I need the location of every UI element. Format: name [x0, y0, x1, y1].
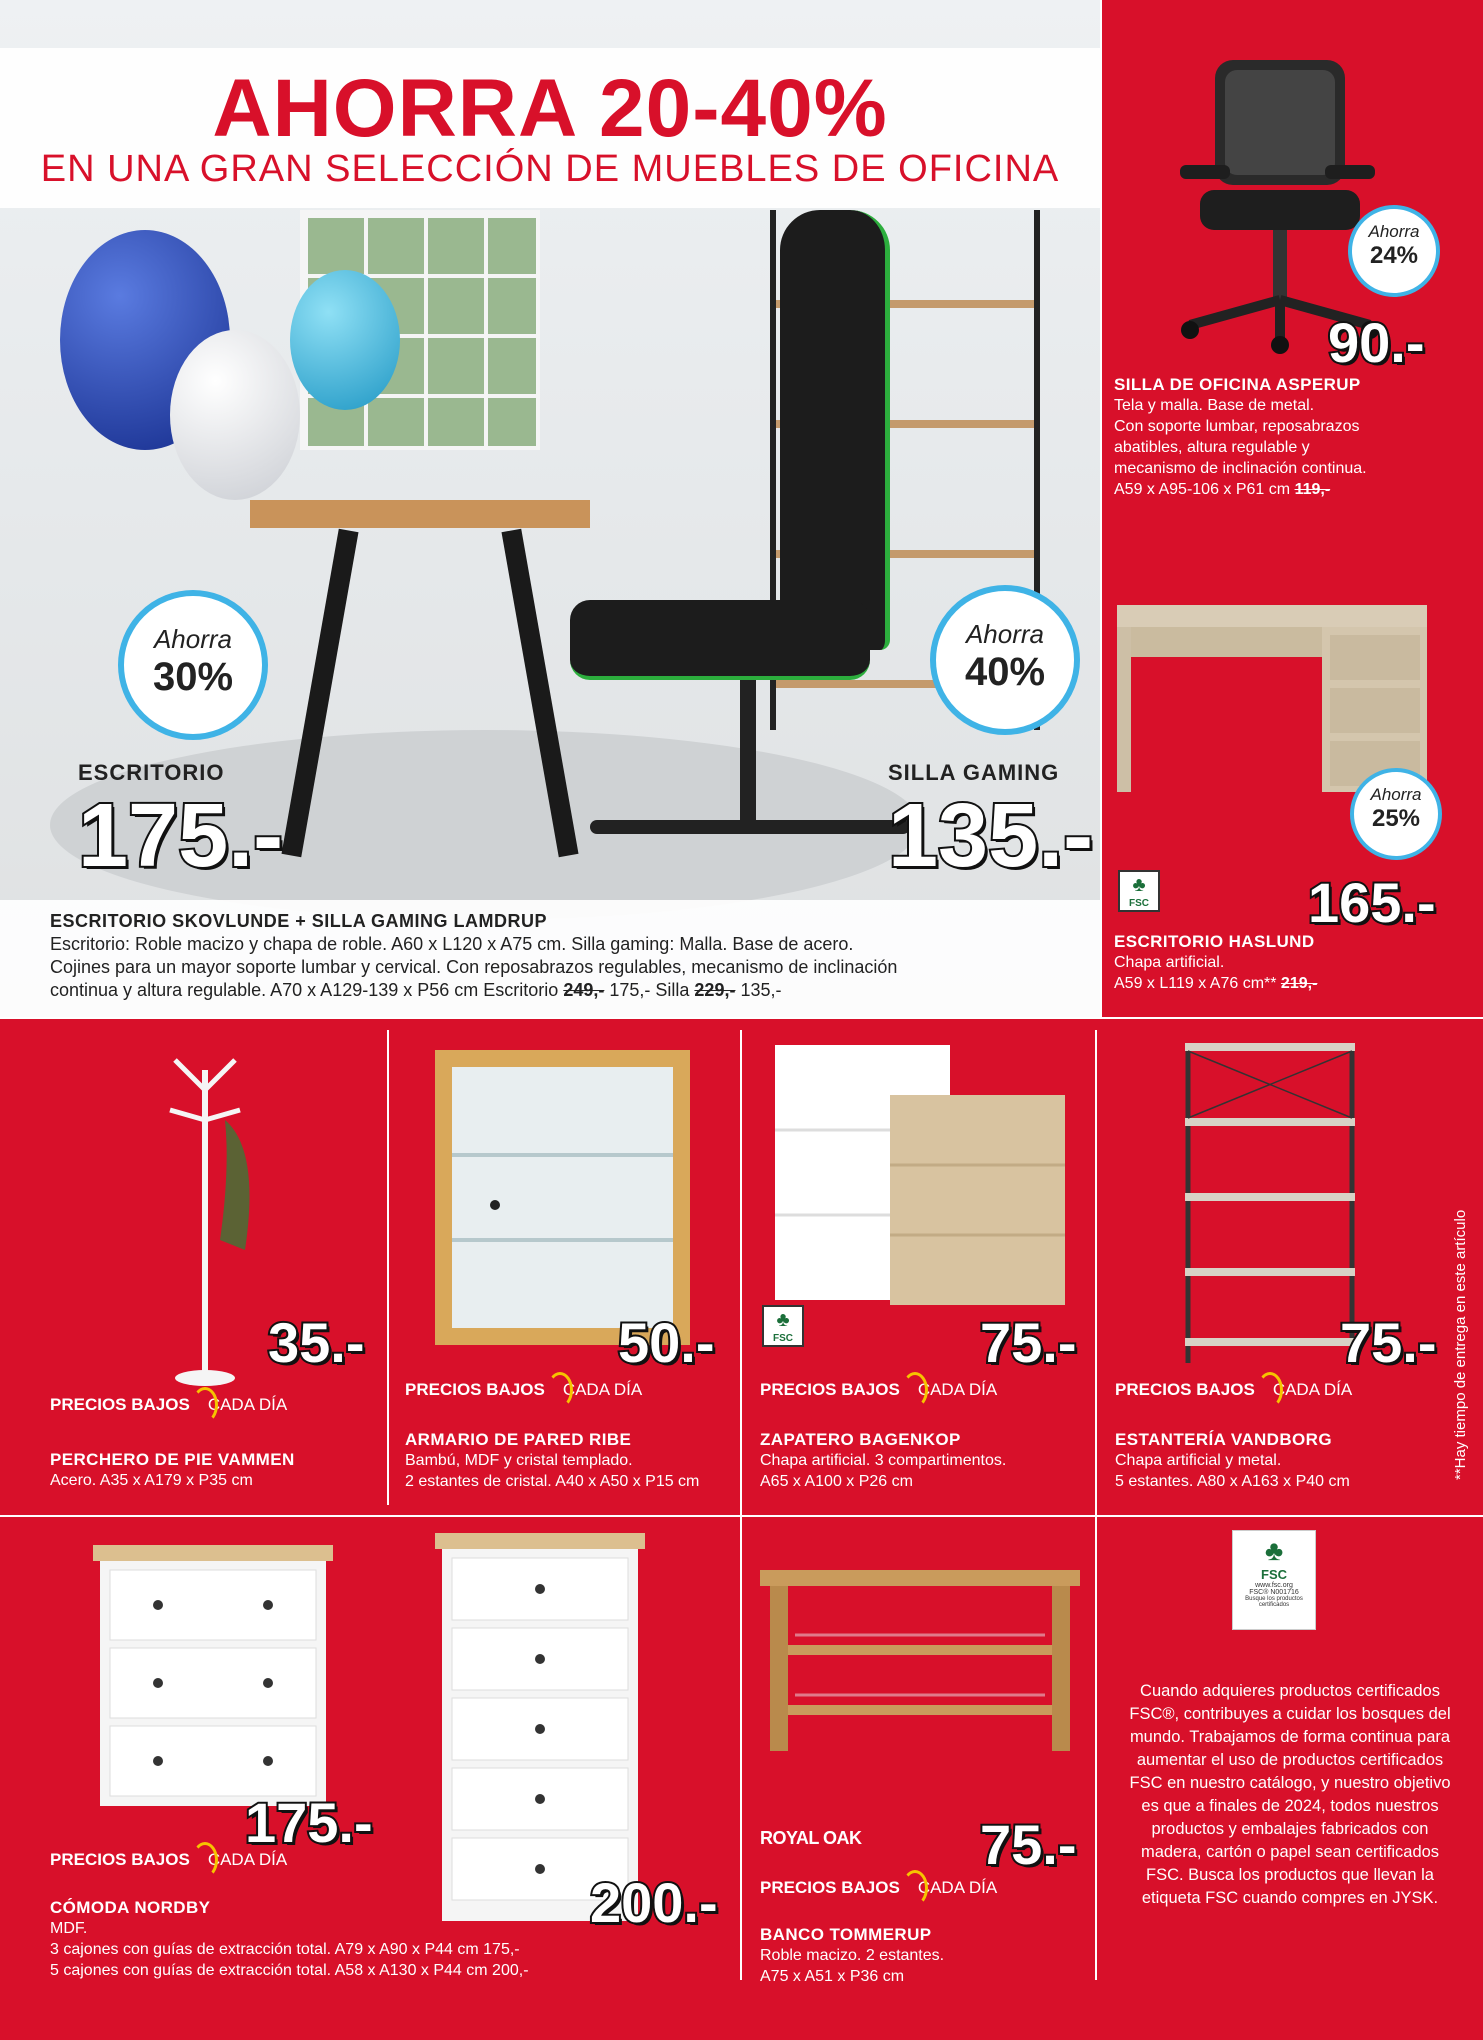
nordby-description: CÓMODA NORDBY MDF. 3 cajones con guías de extracción total. A79 x A90 x P44 cm 175,- 5 cajones con guías de extracción total. A58 x A130 x P44 cm 200,- [50, 1898, 610, 1981]
old-price: 249,- [563, 980, 605, 1000]
precios-bajos-logo: PRECIOS BAJOS CADA DÍA [1115, 1380, 1352, 1400]
shoe-cabinet-image [770, 1040, 1070, 1310]
wall-cabinet-image [430, 1045, 695, 1350]
delivery-note: **Hay tiempo de entrega en este artículo [1452, 1209, 1469, 1480]
badge-ahorra-25: Ahorra 25% [1350, 768, 1442, 860]
divider [387, 1030, 389, 1505]
vandborg-price: 75.- [1340, 1311, 1437, 1374]
bagenkop-description: ZAPATERO BAGENKOP Chapa artificial. 3 compartimentos. A65 x A100 x P26 cm [760, 1430, 1090, 1492]
dresser-3-image [88, 1540, 338, 1820]
haslund-description: ESCRITORIO HASLUND Chapa artificial. A59 x L119 x A76 cm** 219,- [1114, 932, 1474, 994]
product-title: SILLA DE OFICINA ASPERUP [1114, 375, 1361, 394]
chair-price: 135.- [888, 786, 1094, 886]
fsc-logo: ♣ FSC [1118, 870, 1160, 912]
ribe-price: 50.- [618, 1311, 715, 1374]
royal-oak-logo: ROYAL OAK [760, 1828, 862, 1848]
caption-line: Cojines para un mayor soporte lumbar y cervical. Con reposabrazos regulables, mecanismo de inclinación [50, 957, 898, 977]
gaming-chair-illustration [780, 210, 890, 650]
product-title: CÓMODA NORDBY [50, 1898, 211, 1917]
old-price: 229,- [694, 980, 736, 1000]
fsc-info-text: Cuando adquieres productos certificados FSC®, contribuyes a cuidar los bosques del mundo. Trabajamos de forma continua para aumentar el uso de productos certificados FSC en nuestro catálogo, y nuestro objetivo es que a finales de 2024, todos nuestros productos y embalajes fabricados con madera, cartón o papel sean certificados FSC. Busca los productos que llevan la etiqueta FSC cuando compres en JYSK. [1129, 1682, 1451, 1907]
fsc-large-logo: ♣ FSC www.fsc.org FSC® N001716 Busque los productos certificados [1232, 1530, 1316, 1630]
coat-rack-image [165, 1040, 285, 1390]
bench-image [755, 1555, 1085, 1755]
old-price: 219,- [1280, 975, 1318, 992]
nordby-price-3: 175.- [245, 1791, 373, 1854]
asperup-price: 90.- [1328, 311, 1425, 374]
product-title: PERCHERO DE PIE VAMMEN [50, 1450, 295, 1469]
precios-bajos-logo: PRECIOS BAJOS CADA DÍA [50, 1395, 287, 1415]
precios-bajos-logo: PRECIOS BAJOS CADA DÍA [760, 1878, 997, 1898]
product-title: BANCO TOMMERUP [760, 1925, 932, 1944]
vammen-description: PERCHERO DE PIE VAMMEN Acero. A35 x A179 x P35 cm [50, 1450, 380, 1491]
hero-panel [0, 0, 1100, 1017]
haslund-price: 165.- [1308, 871, 1436, 934]
product-title: ARMARIO DE PARED RIBE [405, 1430, 632, 1449]
caption-title: ESCRITORIO SKOVLUNDE + SILLA GAMING LAMDRUP [50, 911, 548, 931]
tommerup-price: 75.- [980, 1813, 1077, 1876]
divider [740, 1030, 742, 1980]
old-price: 119,- [1294, 481, 1331, 498]
chair-label: SILLA GAMING [888, 760, 1060, 785]
hero-headline: AHORRA 20-40% [212, 63, 888, 154]
product-title: ZAPATERO BAGENKOP [760, 1430, 961, 1449]
badge-ahorra-30: Ahorra 30% [118, 590, 268, 740]
badge-ahorra-40: Ahorra 40% [930, 585, 1080, 735]
balloon-white [170, 330, 300, 500]
precios-bajos-logo: PRECIOS BAJOS CADA DÍA [760, 1380, 997, 1400]
divider [1095, 1030, 1097, 1980]
balloon-cyan [290, 270, 400, 410]
panel-asperup [1100, 0, 1483, 580]
desk-price: 175.- [78, 786, 284, 886]
shelving-unit-image [1180, 1038, 1360, 1368]
product-title: ESCRITORIO HASLUND [1114, 932, 1315, 951]
dresser-5-image [430, 1528, 650, 1928]
desk-label: ESCRITORIO [78, 760, 225, 785]
vammen-price: 35.- [268, 1311, 365, 1374]
divider [0, 1017, 1483, 1019]
desk-illustration [250, 500, 590, 528]
hero-subheadline: EN UNA GRAN SELECCIÓN DE MUEBLES DE OFICINA [40, 148, 1060, 190]
caption-line: Escritorio: Roble macizo y chapa de roble. A60 x L120 x A75 cm. Silla gaming: Malla. Base de acero. [50, 934, 854, 954]
badge-ahorra-24: Ahorra 24% [1348, 205, 1440, 297]
precios-bajos-logo: PRECIOS BAJOS CADA DÍA [405, 1380, 642, 1400]
bagenkop-price: 75.- [980, 1311, 1077, 1374]
caption-line: continua y altura regulable. A70 x A129-139 x P56 cm Escritorio 249,- 175,- Silla 229,- 135,- [50, 980, 782, 1000]
nordby-price-5: 200.- [590, 1871, 718, 1934]
vandborg-description: ESTANTERÍA VANDBORG Chapa artificial y metal. 5 estantes. A80 x A163 x P40 cm [1115, 1430, 1445, 1492]
precios-bajos-logo: PRECIOS BAJOS CADA DÍA [50, 1850, 287, 1870]
fsc-logo: ♣ FSC [762, 1305, 804, 1347]
ribe-description: ARMARIO DE PARED RIBE Bambú, MDF y cristal templado. 2 estantes de cristal. A40 x A50 x P15 cm [405, 1430, 735, 1492]
asperup-description: SILLA DE OFICINA ASPERUP Tela y malla. Base de metal. Con soporte lumbar, reposabrazos abatibles, altura regulable y mecanismo de inclinación continua. A59 x A95-106 x P61 cm 119,- [1114, 375, 1474, 500]
tree-icon: ♣ [1264, 1535, 1284, 1566]
product-title: ESTANTERÍA VANDBORG [1115, 1430, 1332, 1449]
hero-caption [0, 900, 1100, 1017]
tommerup-description: BANCO TOMMERUP Roble macizo. 2 estantes. A75 x A51 x P36 cm [760, 1925, 1090, 1987]
divider [1100, 0, 1102, 1017]
panel-haslund [1100, 580, 1483, 1017]
